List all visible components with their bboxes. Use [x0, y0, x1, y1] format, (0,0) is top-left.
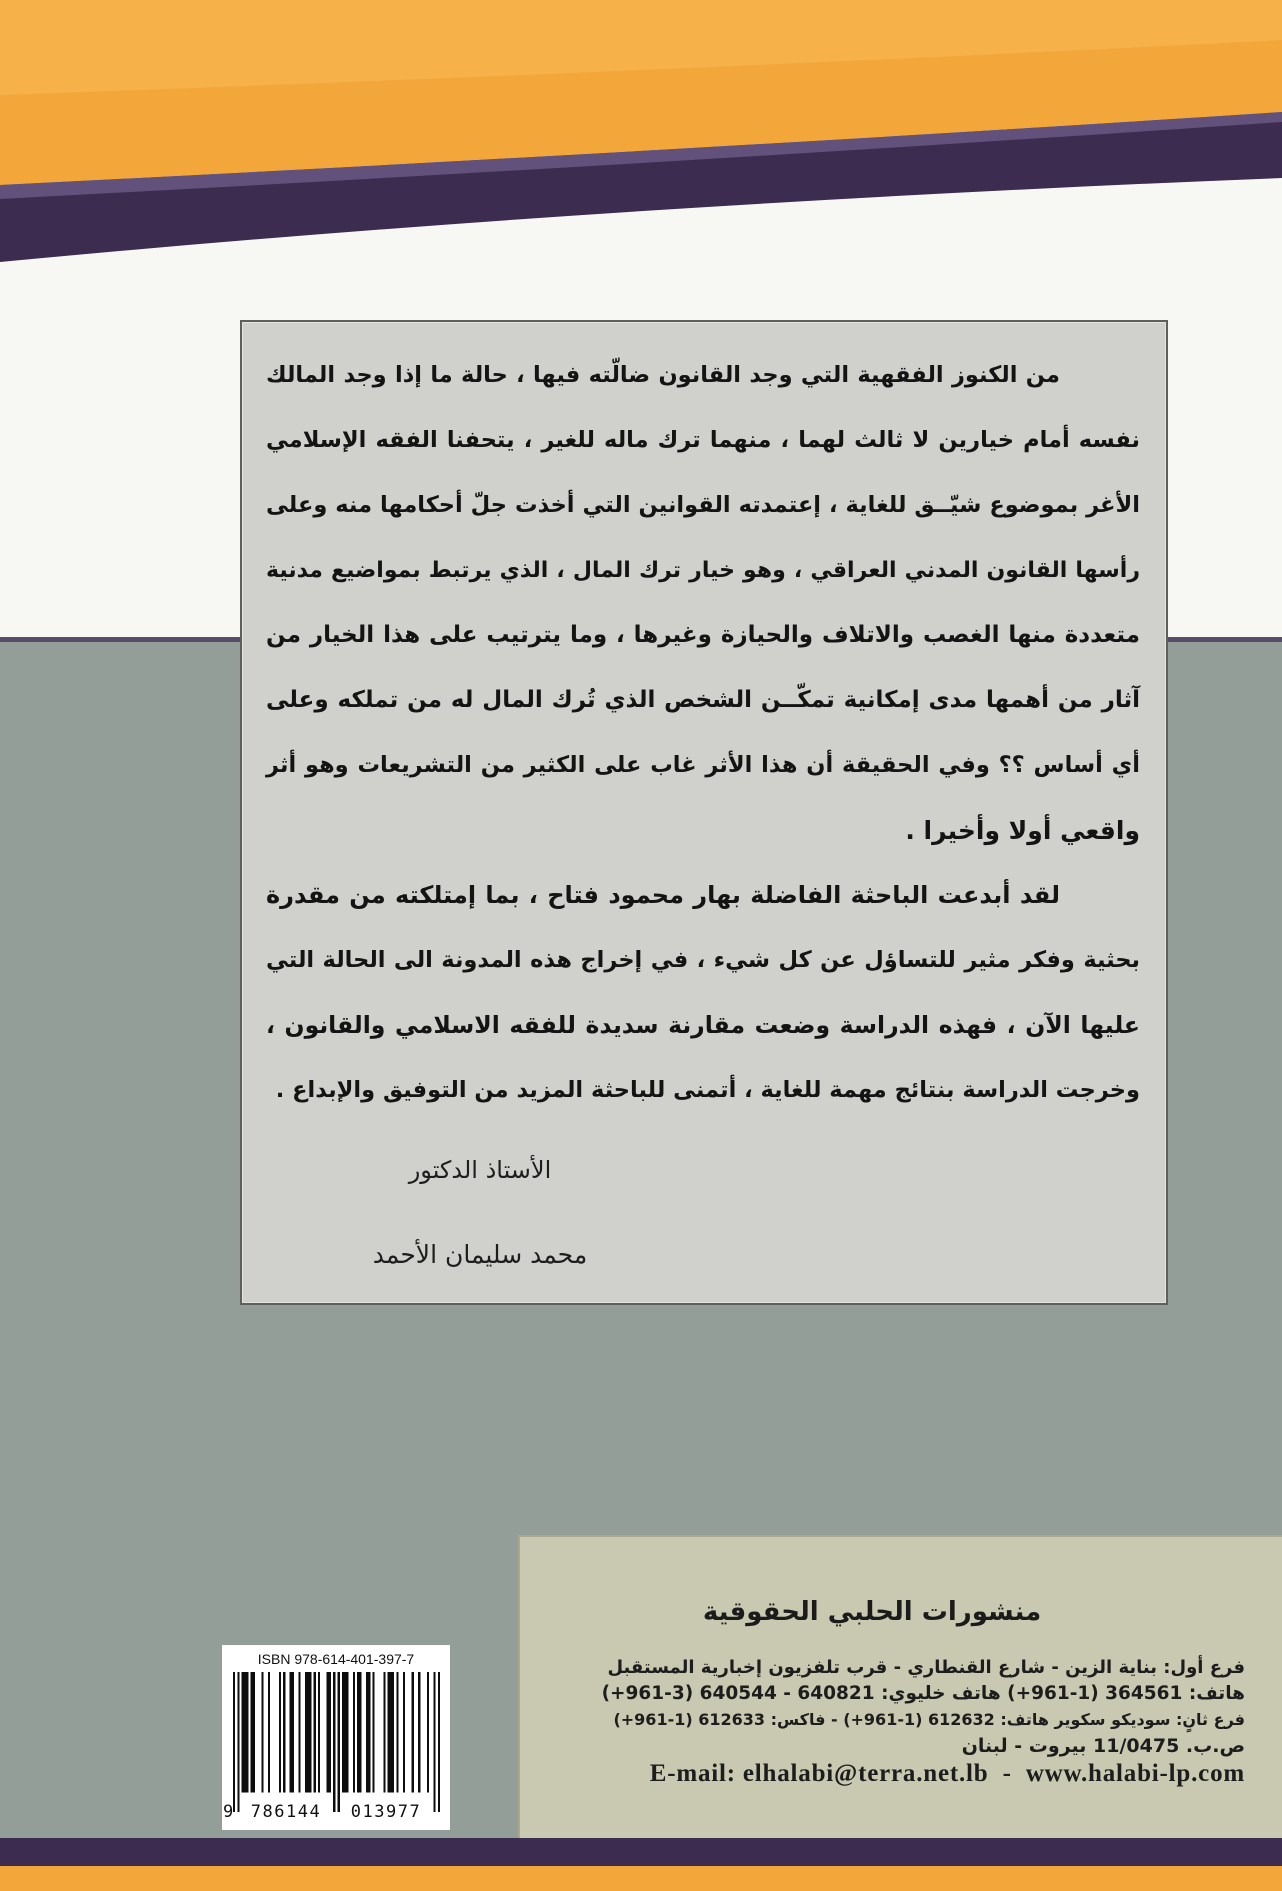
barcode-bar [357, 1672, 361, 1792]
foreword-panel [240, 320, 1168, 1305]
foreword-line: آثار من أهمها مدى إمكانية تمكّــن الشخص الذي تُرك المال له من تملكه وعلى [266, 687, 1140, 713]
barcode-bar [242, 1672, 249, 1792]
barcode-bar [298, 1672, 300, 1792]
bottom-purple-stripe [0, 1838, 1282, 1866]
barcode-lead-digit: 9 [223, 1802, 234, 1822]
barcode-bar [305, 1672, 312, 1792]
barcode-bar [396, 1672, 398, 1792]
barcode-bar [283, 1672, 285, 1792]
barcode-bar [427, 1672, 429, 1792]
foreword-line: وخرجت الدراسة بنتائج مهمة للغاية ، أتمنى للباحثة المزيد من التوفيق والإبداع . [275, 1077, 1140, 1103]
barcode-bar [333, 1672, 335, 1812]
barcode-bar [342, 1672, 349, 1792]
bottom-orange-band [0, 1866, 1282, 1891]
barcode-bar [327, 1672, 331, 1792]
branch-1-phones: هاتف: 364561 (1-961+) هاتف خليوي: 640821 - 640544 (3-961+) [601, 1683, 1245, 1704]
isbn-barcode [222, 1645, 450, 1830]
barcode-bar [412, 1672, 414, 1792]
foreword-line: رأسها القانون المدني العراقي ، وهو خيار ترك المال ، الذي يرتبط بمواضيع مدنية [266, 558, 1140, 583]
signature-title: الأستاذ الدكتور [408, 1156, 552, 1184]
barcode-bar [290, 1672, 294, 1792]
foreword-line: عليها الآن ، فهذه الدراسة وضعت مقارنة سديدة للفقه الاسلامي والقانون ، [266, 1011, 1140, 1039]
barcode-bar [261, 1672, 263, 1792]
barcode-bars [233, 1672, 440, 1812]
barcode-bar [318, 1672, 320, 1792]
barcode-bar [366, 1672, 370, 1792]
barcode-bar [314, 1672, 316, 1792]
barcode-bar [388, 1672, 395, 1792]
publisher-panel [518, 1535, 1282, 1838]
branch-2-address: فرع ثانٍ: سوديكو سكوير هاتف: 612632 (1-961+) - فاكس: 612633 (1-961+) [613, 1710, 1245, 1729]
barcode-bar [250, 1672, 254, 1792]
barcode-bar [383, 1672, 385, 1792]
foreword-line: لقد أبدعت الباحثة الفاضلة بهار محمود فتاح ، بما إمتلكته من مقدرة [266, 881, 1060, 909]
barcode-bar [233, 1672, 235, 1812]
barcode-bar [353, 1672, 355, 1792]
publisher-contact: E-mail: elhalabi@terra.net.lb - www.halabi-lp.com [649, 1760, 1245, 1787]
barcode-right-digits: 013977 [350, 1802, 422, 1822]
signature-name: محمد سليمان الأحمد [372, 1240, 588, 1269]
publisher-logo: منشورات الحلبي الحقوقية [702, 1597, 1042, 1627]
barcode-bar [418, 1672, 420, 1792]
barcode-bar [403, 1672, 405, 1792]
foreword-line: واقعي أولا وأخيرا . [905, 816, 1140, 845]
barcode-bar [237, 1672, 239, 1812]
foreword-line: بحثية وفكر مثير للتساؤل عن كل شيء ، في إخراج هذه المدونة الى الحالة التي [266, 947, 1140, 973]
barcode-bar [268, 1672, 270, 1792]
barcode-left-digits: 786144 [250, 1802, 322, 1822]
barcode-bar [433, 1672, 435, 1812]
foreword-line: الأغر بموضوع شيّــق للغاية ، إعتمدته القوانين التي أخذت جلّ أحكامها منه وعلى [266, 492, 1140, 518]
barcode-bar [372, 1672, 374, 1792]
foreword-line: أي أساس ؟؟ وفي الحقيقة أن هذا الأثر غاب على الكثير من التشريعات وهو أثر [266, 752, 1140, 778]
foreword-line: من الكنوز الفقهية التي وجد القانون ضالّته فيها ، حالة ما إذا وجد المالك [266, 362, 1060, 388]
barcode-bar [279, 1672, 281, 1792]
foreword-line: متعددة منها الغصب والاتلاف والحيازة وغيرها ، وما يترتيب على هذا الخيار من [266, 622, 1140, 648]
publisher-address-block [600, 1655, 1245, 1789]
foreword-line: نفسه أمام خيارين لا ثالث لهما ، منهما ترك ماله للغير ، يتحفنا الفقه الإسلامي [266, 427, 1140, 453]
branch-1-address: فرع أول: بناية الزين - شارع القنطاري - قرب تلفزيون إخبارية المستقبل [607, 1657, 1245, 1678]
barcode-bar [338, 1672, 340, 1812]
po-box: ص.ب. 11/0475 بيروت - لبنان [961, 1735, 1245, 1757]
barcode-bar [438, 1672, 440, 1812]
isbn-label: ISBN 978-614-401-397-7 [257, 1651, 415, 1667]
